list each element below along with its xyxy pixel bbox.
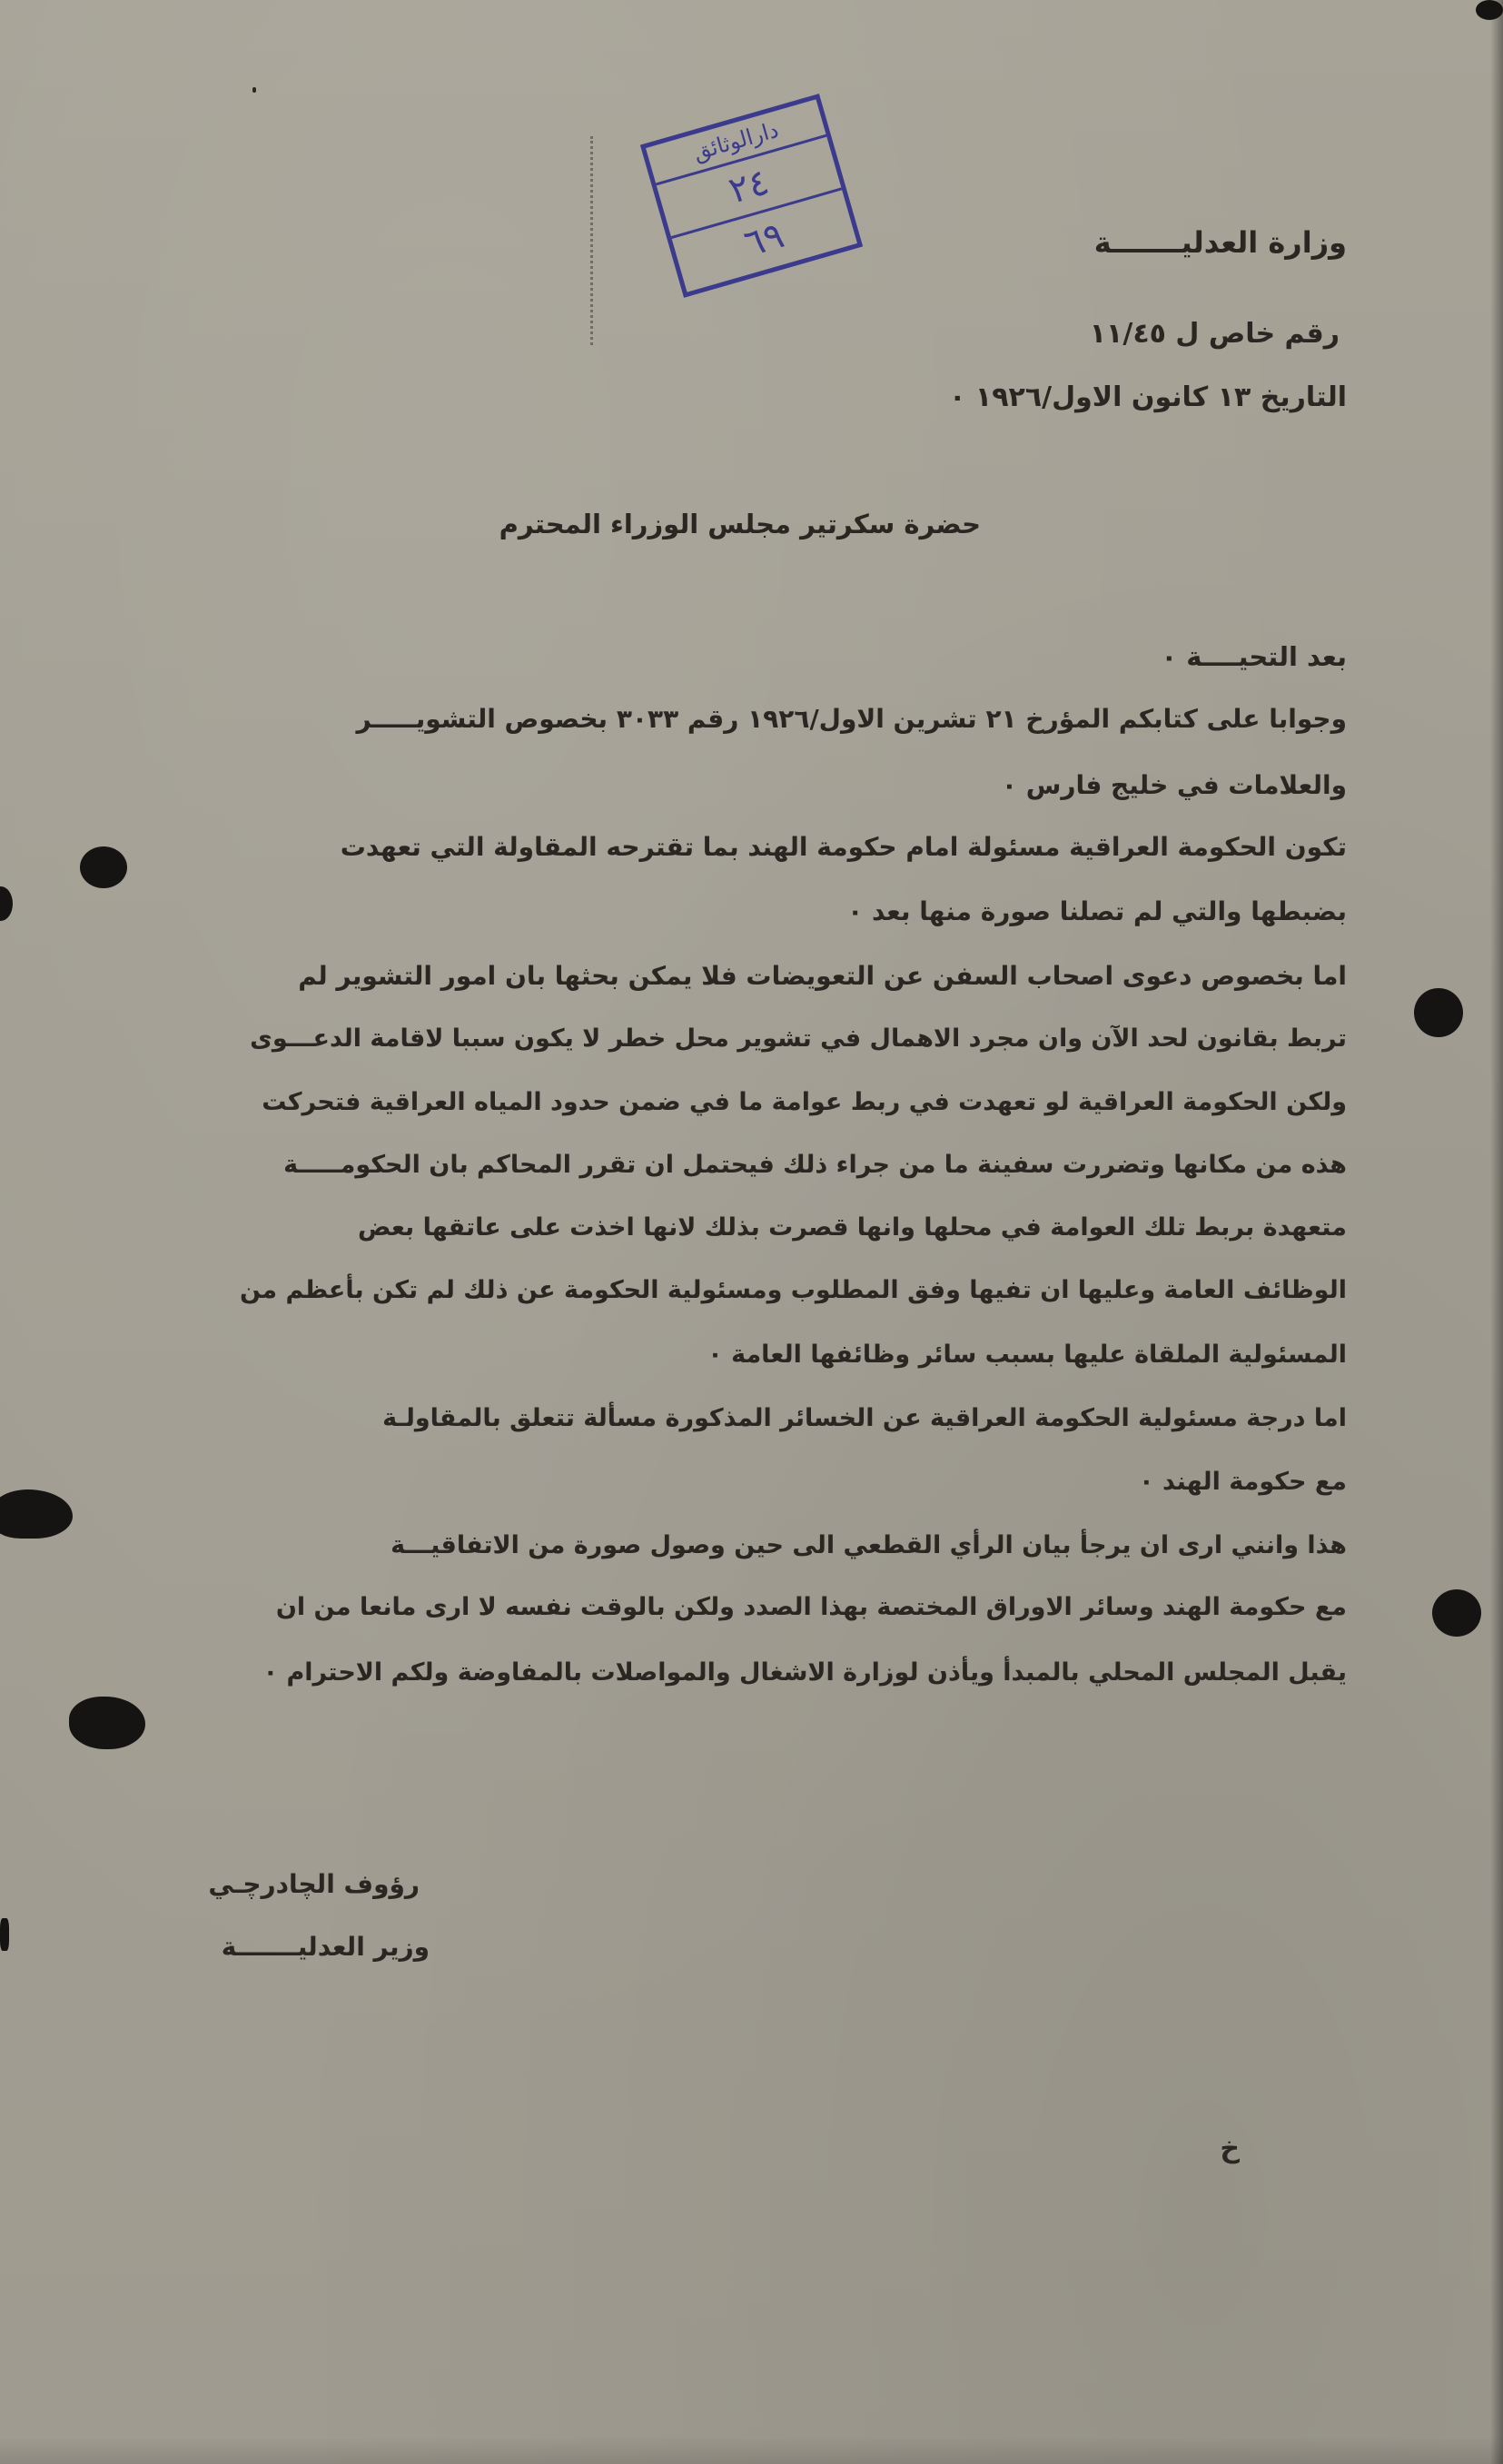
body-line: اما بخصوص دعوى اصحاب السفن عن التعويضات فلا يمكن بحثها بان امور التشوير لم	[298, 961, 1347, 991]
body-line: هذه من مكانها وتضررت سفينة ما من جراء ذلك فيحتمل ان تقرر المحاكم بان الحكومـــــة	[283, 1151, 1347, 1179]
body-line: مع حكومة الهند ٠	[1139, 1468, 1347, 1496]
footer-mark: خ	[1220, 2132, 1240, 2164]
page-edge-shadow	[1490, 0, 1503, 2464]
letter-date: التاريخ ١٣ كانون الاول/١٩٢٦ ٠	[949, 381, 1347, 413]
body-line: متعهدة بربط تلك العوامة في محلها وانها قصرت بذلك لانها اخذت على عاتقها بعض	[357, 1213, 1347, 1242]
body-line: والعلامات في خليج فارس ٠	[1001, 770, 1347, 800]
signature-name: رؤوف الچادرچـي	[208, 1869, 420, 1899]
punch-hole	[1414, 988, 1463, 1037]
body-line: هذا وانني ارى ان يرجأ بيان الرأي القطعي الى حين وصول صورة من الاتفاقيـــة	[391, 1531, 1347, 1559]
dotted-mark	[590, 136, 597, 345]
body-line: وجوابا على كتابكم المؤرخ ٢١ تشرين الاول/١٩٢٦ رقم ٣٠٣٣ بخصوص التشويـــــر	[356, 704, 1347, 734]
punch-hole	[0, 1489, 73, 1539]
file-number: رقم خاص ل ١١/٤٥	[1089, 318, 1340, 350]
body-line: يقبل المجلس المحلي بالمبدأ ويأذن لوزارة الاشغال والمواصلات بالمفاوضة ولكم الاحترام ٠	[262, 1658, 1347, 1687]
punch-hole	[0, 1918, 9, 1951]
ministry-name: وزارة العدليـــــــة	[1093, 225, 1347, 260]
punch-hole	[69, 1697, 145, 1749]
signature-title: وزير العدليـــــــة	[221, 1932, 430, 1962]
greeting: بعد التحيــــة ٠	[1161, 641, 1347, 672]
body-line: الوظائف العامة وعليها ان تفيها وفق المطلوب ومسئولية الحكومة عن ذلك لم تكن بأعظم من	[240, 1276, 1347, 1304]
body-line: المسئولية الملقاة عليها بسبب سائر وظائفها العامة ٠	[707, 1341, 1347, 1369]
punch-hole	[0, 886, 13, 921]
body-line: تربط بقانون لحد الآن وان مجرد الاهمال في تشوير محل خطر لا يكون سببا لاقامة الدعـــوى	[250, 1024, 1347, 1053]
punch-hole	[1432, 1589, 1481, 1637]
body-line: بضبطها والتي لم تصلنا صورة منها بعد ٠	[847, 896, 1347, 926]
page-bottom-shadow	[0, 2437, 1503, 2464]
punch-hole	[1476, 0, 1503, 20]
ink-speck	[252, 87, 256, 93]
archive-stamp	[640, 94, 863, 298]
body-line: مع حكومة الهند وسائر الاوراق المختصة بهذا الصدد ولكن بالوقت نفسه لا ارى مانعا من ان	[275, 1593, 1347, 1621]
punch-hole	[80, 846, 127, 888]
addressee: حضرة سكرتير مجلس الوزراء المحترم	[499, 509, 981, 539]
stamp-header: دارالوثائق	[646, 99, 826, 185]
stamp-number: ٢٤	[657, 137, 842, 239]
body-line: اما درجة مسئولية الحكومة العراقية عن الخسائر المذكورة مسألة تتعلق بالمقاولـة	[382, 1404, 1347, 1432]
body-line: تكون الحكومة العراقية مسئولة امام حكومة الهند بما تقترحه المقاولة التي تعهدت	[340, 832, 1347, 862]
stamp-page-number: ٦٩	[739, 214, 789, 266]
body-line: ولكن الحكومة العراقية لو تعهدت في ربط عوامة ما في ضمن حدود المياه العراقية فتحركت	[262, 1088, 1347, 1116]
